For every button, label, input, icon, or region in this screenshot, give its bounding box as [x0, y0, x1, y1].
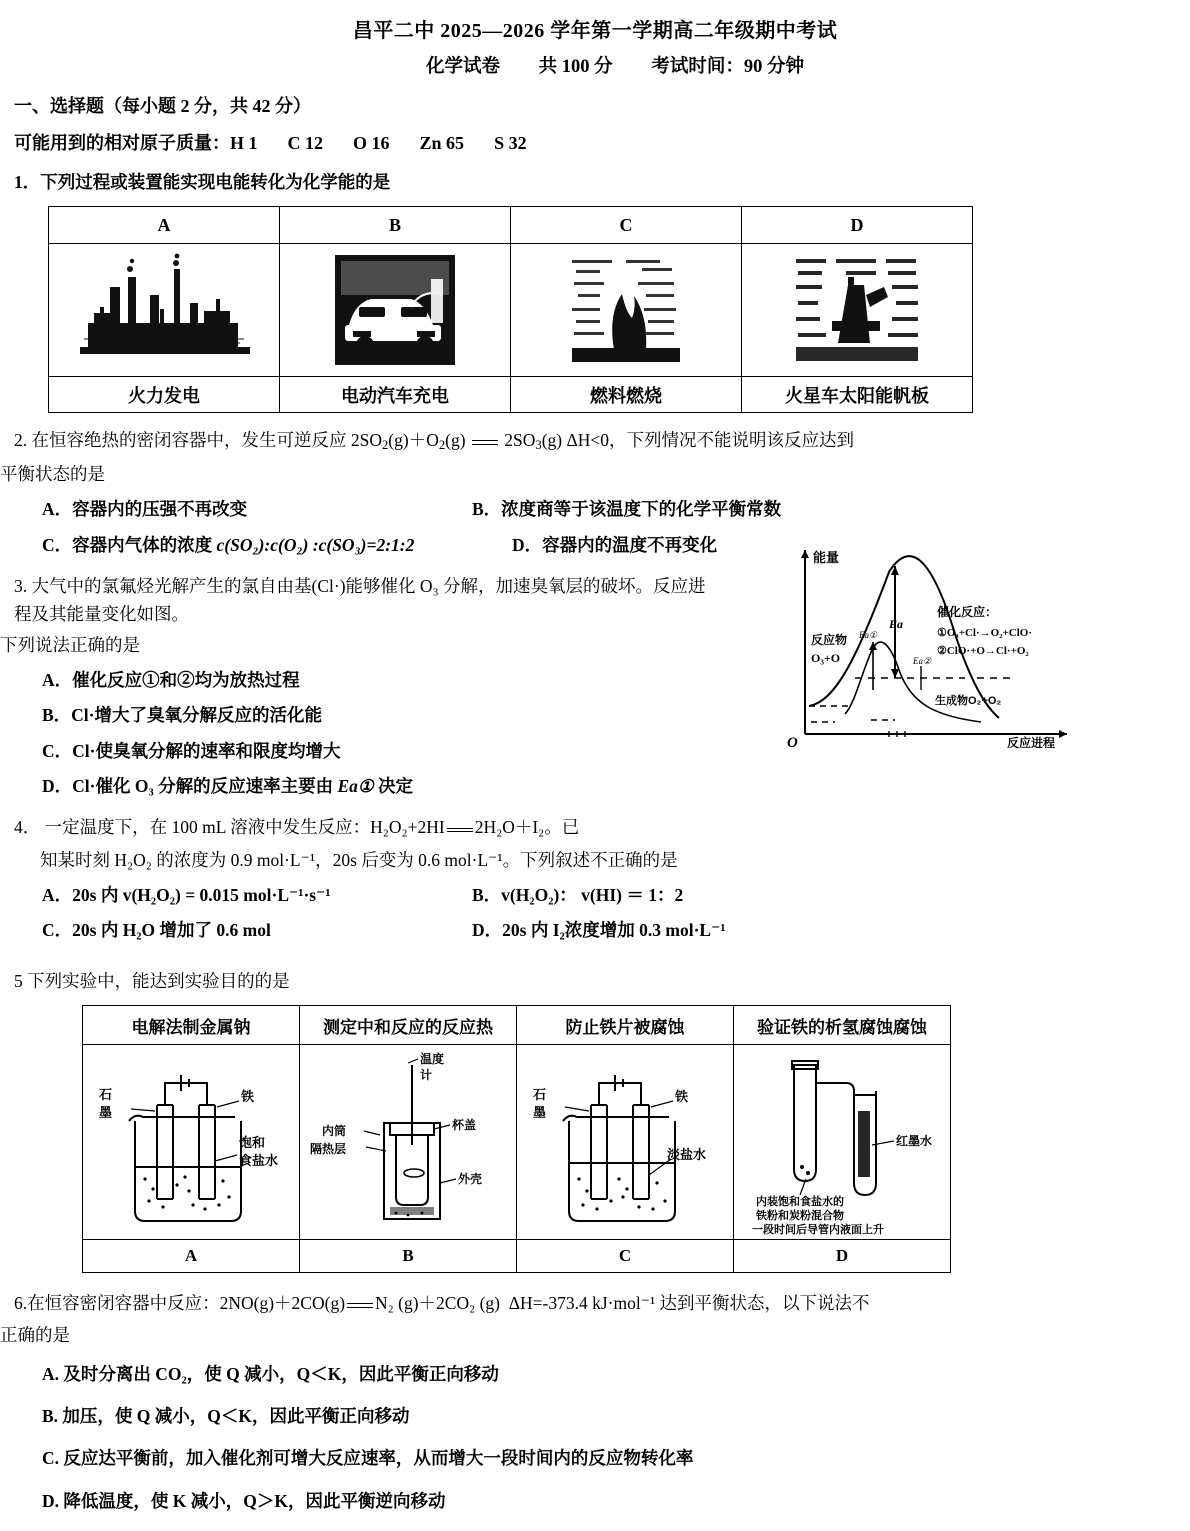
- electric-car-charging-photo: [335, 255, 455, 365]
- energy-catalysis-title: 催化反应：: [937, 605, 998, 619]
- q2-option-c[interactable]: C．容器内气体的浓度 c(SO₂):c(O₂) :c(SO₃)=2:1:2: [42, 534, 415, 555]
- q1-options-table: [48, 206, 973, 413]
- label-graphite-a: 石: [99, 1087, 113, 1103]
- q4-stem-line2: 知某时刻 H₂O₂ 的浓度为 0.9 mol·L⁻¹，20s 后变为 0.6 mol·L⁻¹。下列叙述不正确的是: [40, 849, 678, 870]
- q1-header-c: C: [511, 207, 742, 244]
- q2-option-c-expr: c(SO₂):c(O₂) :c(SO₃)=2:1:2: [216, 534, 415, 555]
- q6-option-a[interactable]: A. 及时分离出 CO₂，使 Q 减小，Q＜K，因此平衡正向移动: [42, 1363, 499, 1384]
- q2-option-b[interactable]: B．浓度商等于该温度下的化学平衡常数: [472, 499, 782, 520]
- label-insulation-b: 隔热层: [310, 1142, 347, 1157]
- q5-diagram-cell-d: [734, 1045, 951, 1240]
- q3-option-c[interactable]: C．Cl·使臭氧分解的速率和限度均增大: [42, 740, 341, 761]
- section-heading: 一、选择题（每小题 2 分，共 42 分）: [14, 96, 311, 116]
- reversible-arrow-icon-2: [345, 1296, 375, 1314]
- label-solution-c: 淡盐水: [667, 1147, 707, 1163]
- duration-label: 考试时间：90 分钟: [651, 57, 804, 77]
- subject-label: 化学试卷: [426, 57, 501, 77]
- hydrogen-evolution-corrosion-apparatus: [742, 1049, 942, 1235]
- q6-options: [14, 1360, 1190, 1515]
- q5-label-row: [83, 1240, 951, 1273]
- q2-option-d[interactable]: D．容器内的温度不再变化: [512, 534, 718, 555]
- q1-caption-row: [49, 377, 973, 413]
- energy-x-axis-label: 反应进程: [1007, 736, 1056, 748]
- label-mixture-line1-d: 内装饱和食盐水的: [756, 1196, 844, 1209]
- q3-option-b[interactable]: B．Cl·增大了臭氧分解反应的活化能: [42, 705, 323, 726]
- energy-product-label: 生成物O₂+O₂: [935, 695, 1002, 707]
- atomic-mass-c: C 12: [287, 133, 324, 153]
- q5-header-c: 防止铁片被腐蚀: [517, 1006, 734, 1045]
- q4-number: 4．: [14, 817, 41, 838]
- energy-ea-label: Ea: [889, 617, 904, 631]
- q5-label-d: D: [734, 1240, 951, 1273]
- q1-image-cell-d: [742, 244, 973, 377]
- q5-label-c: C: [517, 1240, 734, 1273]
- q6-option-b[interactable]: B. 加压，使 Q 减小，Q＜K，因此平衡正向移动: [42, 1406, 410, 1427]
- q4-stem-line1b: 2H₂O＋I₂。已: [474, 817, 580, 838]
- exam-meta: [0, 52, 1190, 78]
- q1-number: 1．: [14, 172, 41, 192]
- q4-option-d[interactable]: D．20s 内 I₂浓度增加 0.3 mol·L⁻¹: [472, 920, 726, 941]
- energy-reaction-2: ②ClO·+O→Cl·+O₂: [937, 645, 1029, 657]
- q5-label-a: A: [83, 1240, 300, 1273]
- label-iron-c: 铁: [675, 1089, 689, 1105]
- label-graphite-c: 石: [533, 1087, 547, 1103]
- electrolysis-saturated-brine-apparatus: [93, 1049, 289, 1235]
- q5-stem: 下列实验中，能达到实验目的的是: [27, 970, 290, 991]
- q3-number: 3.: [14, 575, 28, 596]
- q3-stem-line1: 大气中的氯氟烃光解产生的氯自由基(Cl·)能够催化 O₃ 分解，加速臭氧层的破坏。反应进程及其能量变化如图。: [14, 575, 706, 625]
- q5-number: 5: [14, 970, 23, 991]
- label-red-ink-d: 红墨水: [896, 1134, 933, 1149]
- q5-header-d: 验证铁的析氢腐蚀腐蚀: [734, 1006, 951, 1045]
- q3-option-d-symbol: Ea①: [337, 775, 374, 796]
- q6-stem-line1b: N₂ (g)＋2CO₂ (g): [375, 1293, 500, 1314]
- q2-stem-line2: 平衡状态的是: [0, 463, 105, 484]
- svg-text:墨: 墨: [533, 1105, 547, 1121]
- q1-caption-c: 燃料燃烧: [511, 377, 742, 413]
- page-title: 昌平二中 2025—2026 学年第一学期高二年级期中考试: [352, 20, 838, 42]
- q3-options: [14, 666, 714, 800]
- q4-options: [14, 881, 1190, 945]
- energy-origin-label: O: [787, 735, 798, 748]
- q2-stem-part5: (g) ΔH<0，下列情况不能说明该反应达到: [541, 430, 855, 451]
- q2-stem-part4: 2SO: [504, 430, 536, 451]
- question-5: [14, 967, 1190, 995]
- q2-option-a[interactable]: A．容器内的压强不再改变: [42, 499, 248, 520]
- q4-stem-line1: 一定温度下，在 100 mL 溶液中发生反应：H₂O₂+2HI: [44, 817, 445, 838]
- atomic-mass-zn: Zn 65: [419, 133, 465, 153]
- svg-text:墨: 墨: [99, 1105, 113, 1121]
- iron-corrosion-protection-apparatus: [527, 1049, 723, 1235]
- q1-image-row: [49, 244, 973, 377]
- mars-rover-solar-panel-photo: [792, 255, 922, 365]
- atomic-mass-o: O 16: [353, 133, 390, 153]
- q2-stem-part3: (g): [445, 430, 466, 451]
- q5-diagram-cell-b: [300, 1045, 517, 1240]
- q1-image-cell-b: [280, 244, 511, 377]
- label-lid-b: 杯盖: [452, 1118, 477, 1133]
- atomic-mass-h: H 1: [230, 133, 258, 153]
- q1-header-a: A: [49, 207, 280, 244]
- q1-image-cell-c: [511, 244, 742, 377]
- label-observation-d: 一段时间后导管内液面上升: [752, 1224, 884, 1236]
- question-2: 2. 在恒容绝热的密闭容器中，发生可逆反应 $2SO_2(g)+O_2(g)$ $2SO_3(g)$ ΔH<0，下列情况不能说明该反应达到 平衡状态的是 A．容器内的压强不再改变 B．浓度商等于该温度下的化学平衡常数 C．容器内气体的浓度 c(SO₂):c(O₂) :c(SO₃)=2:1:2 D．容器内的温度不再变化: [14, 426, 1190, 559]
- energy-ea2-label: Ea②: [913, 656, 932, 666]
- q5-label-b: B: [300, 1240, 517, 1273]
- q4-option-b[interactable]: B．v(H₂O₂)： v(HI) ＝ 1：2: [472, 885, 684, 905]
- q5-diagram-cell-c: [517, 1045, 734, 1240]
- energy-ea1-label: Ea①: [859, 630, 878, 640]
- q3-energy-diagram: [785, 538, 1085, 748]
- q6-number: 6.: [14, 1293, 28, 1314]
- energy-reactant-label: 反应物: [811, 633, 848, 647]
- q5-header-row: [83, 1006, 951, 1045]
- q6-option-c[interactable]: C. 反应达平衡前，加入催化剂可增大反应速率，从而增大一段时间内的反应物转化率: [42, 1448, 694, 1469]
- svg-text:食盐水: 食盐水: [239, 1153, 279, 1169]
- q3-option-d[interactable]: D．Cl·催化 O₃ 分解的反应速率主要由 Ea① 决定: [42, 775, 413, 796]
- q1-image-cell-a: [49, 244, 280, 377]
- q5-diagram-cell-a: [83, 1045, 300, 1240]
- neutralization-calorimeter-apparatus: [308, 1049, 508, 1235]
- energy-profile-chart: [785, 538, 1085, 748]
- q2-number: 2.: [14, 430, 28, 451]
- label-iron-a: 铁: [241, 1089, 255, 1105]
- question-3: [0, 572, 714, 800]
- q4-option-a[interactable]: A．20s 内 v(H₂O₂) = 0.015 mol·L⁻¹·s⁻¹: [42, 885, 331, 905]
- q6-option-d[interactable]: D. 降低温度，使 K 减小，Q＞K，因此平衡逆向移动: [42, 1490, 446, 1511]
- total-score-label: 共 100 分: [538, 57, 613, 77]
- q3-option-a[interactable]: A．催化反应①和②均为放热过程: [42, 669, 300, 690]
- q3-stem-line2: 下列说法正确的是: [0, 634, 140, 655]
- svg-text:计: 计: [420, 1068, 433, 1083]
- energy-reactant-formula: O₃+O: [811, 651, 841, 665]
- reversible-arrow-icon: [470, 434, 500, 452]
- q5-options-table: [82, 1005, 951, 1273]
- q1-header-row: [49, 207, 973, 244]
- atomic-mass-prefix: 可能用到的相对原子质量：: [14, 133, 230, 153]
- q1-caption-a: 火力发电: [49, 377, 280, 413]
- energy-reaction-1: ①O₃+Cl·→O₂+ClO·: [937, 627, 1032, 639]
- thermal-power-plant-photo: [64, 251, 264, 369]
- label-shell-b: 外壳: [458, 1172, 483, 1187]
- energy-y-axis-label: 能量: [813, 550, 840, 565]
- q1-caption-d: 火星车太阳能帆板: [742, 377, 973, 413]
- q2-stem-part2: (g)＋O: [388, 430, 439, 451]
- question-4: [14, 813, 1190, 944]
- label-inner-cylinder-b: 内筒: [322, 1124, 347, 1139]
- label-thermometer-b: 温度: [420, 1052, 445, 1067]
- q1-caption-b: 电动汽车充电: [280, 377, 511, 413]
- q1-header-d: D: [742, 207, 973, 244]
- q6-stem-line1c: ΔH=-373.4 kJ·mol⁻¹ 达到平衡状态，以下说法不: [508, 1293, 870, 1314]
- atomic-mass-s: S 32: [494, 133, 527, 153]
- question-1: [14, 168, 1190, 196]
- label-solution-a: 饱和: [239, 1135, 266, 1151]
- q2-stem-part1: 在恒容绝热的密闭容器中，发生可逆反应 2SO: [31, 430, 382, 451]
- q6-stem-line1: 在恒容密闭容器中反应：2NO(g)＋2CO(g): [27, 1293, 346, 1314]
- q5-header-a: 电解法制金属钠: [83, 1006, 300, 1045]
- question-6: [0, 1289, 1190, 1515]
- q5-diagram-row: [83, 1045, 951, 1240]
- q1-stem: 下列过程或装置能实现电能转化为化学能的是: [40, 172, 391, 192]
- q1-header-b: B: [280, 207, 511, 244]
- label-mixture-line2-d: 铁粉和炭粉混合物: [756, 1210, 844, 1223]
- q6-stem-line2: 正确的是: [0, 1325, 70, 1346]
- atomic-mass-line: [14, 129, 1190, 155]
- equals-arrow-icon: [445, 821, 475, 839]
- fuel-combustion-photo: [566, 254, 686, 366]
- q5-header-b: 测定中和反应的反应热: [300, 1006, 517, 1045]
- q4-option-c[interactable]: C．20s 内 H₂O 增加了 0.6 mol: [42, 920, 271, 941]
